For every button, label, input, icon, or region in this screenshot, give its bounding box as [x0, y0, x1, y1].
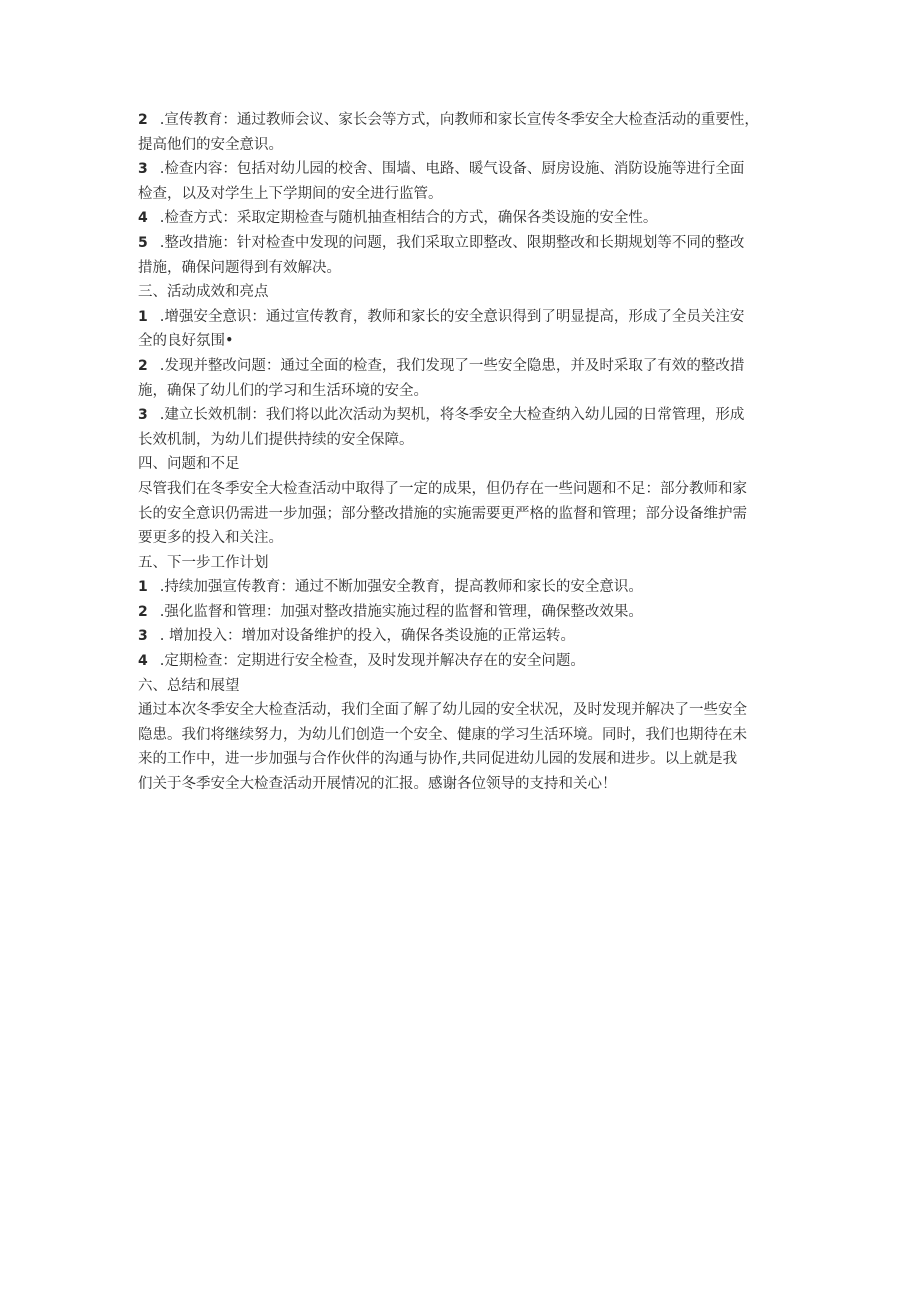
text-line: [138, 452, 788, 477]
line-text: .检查内容：包括对幼儿园的校舍、围墙、电路、暖气设备、厨房设施、消防设施等进行全面: [159, 161, 745, 178]
line-text: 全的良好氛围•: [138, 333, 234, 350]
line-text: 措施，确保问题得到有效解决。: [138, 259, 341, 276]
list-number: 3: [138, 407, 148, 424]
text-line: [138, 747, 788, 772]
text-line: [138, 477, 788, 502]
text-line: [138, 157, 788, 182]
text-line: [138, 354, 788, 379]
text-line: [138, 379, 788, 404]
line-text: 检查，以及对学生上下学期间的安全进行监管。: [138, 185, 443, 202]
text-line: [138, 428, 788, 453]
line-text: 施，确保了幼儿们的学习和生活环境的安全。: [138, 382, 428, 399]
text-line: [138, 305, 788, 330]
list-number: 5: [138, 234, 148, 251]
text-line: [138, 723, 788, 748]
line-text: .宣传教育：通过教师会议、家长会等方式，向教师和家长宣传冬季安全大检查活动的重要性，: [159, 112, 759, 128]
text-line: [138, 674, 788, 699]
line-text: .整改措施：针对检查中发现的问题，我们采取立即整改、限期整改和长期规划等不同的整改: [159, 234, 745, 251]
line-text: 长效机制，为幼儿们提供持续的安全保障。: [138, 431, 414, 448]
list-number: 2: [138, 112, 148, 128]
list-number: 2: [138, 603, 148, 620]
line-text: 尽管我们在冬季安全大检查活动中取得了一定的成果，但仍存在一些问题和不足：部分教师和家: [138, 480, 747, 497]
text-line: [138, 133, 788, 158]
line-text: 长的安全意识仍需进一步加强；部分整改措施的实施需要更严格的监督和管理；部分设备维护需: [138, 505, 747, 522]
line-text: .持续加强宣传教育：通过不断加强安全教育，提高教师和家长的安全意识。: [159, 579, 643, 596]
text-line: [138, 256, 788, 281]
line-text: .增强安全意识：通过宣传教育，教师和家长的安全意识得到了明显提高，形成了全员关注安: [159, 308, 745, 325]
line-text: .强化监督和管理：加强对整改措施实施过程的监督和管理，确保整改效果。: [159, 603, 643, 620]
line-text: 三、活动成效和亮点: [138, 284, 269, 301]
text-line: [138, 403, 788, 428]
line-text: 提高他们的安全意识。: [138, 136, 283, 153]
list-number: 1: [138, 579, 148, 596]
text-line: [138, 526, 788, 551]
text-line: [138, 206, 788, 231]
text-line: [138, 772, 788, 797]
text-line: [138, 575, 788, 600]
text-line: [138, 649, 788, 674]
line-text: 五、下一步工作计划: [138, 554, 269, 571]
line-text: . 增加投入：增加对设备维护的投入，确保各类设施的正常运转。: [159, 628, 575, 645]
line-text: .建立长效机制：我们将以此次活动为契机，将冬季安全大检查纳入幼儿园的日常管理，形成: [159, 407, 745, 424]
line-text: 通过本次冬季安全大检查活动，我们全面了解了幼儿园的安全状况，及时发现并解决了一些安全: [138, 702, 747, 719]
list-number: 2: [138, 357, 148, 374]
text-line: [138, 502, 788, 527]
list-number: 3: [138, 628, 148, 645]
list-number: 4: [138, 653, 148, 670]
line-text: 隐患。我们将继续努力，为幼儿们创造一个安全、健康的学习生活环境。同时，我们也期待在未: [138, 726, 747, 743]
list-number: 3: [138, 161, 148, 178]
list-number: 4: [138, 210, 148, 227]
text-line: [138, 280, 788, 305]
line-text: 六、总结和展望: [138, 677, 240, 694]
text-line: [138, 231, 788, 256]
text-line: [138, 182, 788, 207]
line-text: 来的工作中，进一步加强与合作伙伴的沟通与协作,共同促进幼儿园的发展和进步。以上就是我: [138, 751, 738, 768]
line-text: .检查方式：采取定期检查与随机抽查相结合的方式，确保各类设施的安全性。: [159, 210, 658, 227]
text-line: [138, 551, 788, 576]
line-text: 四、问题和不足: [138, 456, 240, 473]
line-text: .发现并整改问题：通过全面的检查，我们发现了一些安全隐患，并及时采取了有效的整改措: [159, 357, 745, 374]
text-line: [138, 108, 788, 133]
text-line: [138, 698, 788, 723]
line-text: 们关于冬季安全大检查活动开展情况的汇报。感谢各位领导的支持和关心！: [138, 776, 617, 793]
text-line: [138, 624, 788, 649]
line-text: 要更多的投入和关注。: [138, 530, 283, 547]
list-number: 1: [138, 308, 148, 325]
line-text: .定期检查：定期进行安全检查，及时发现并解决存在的安全问题。: [159, 653, 585, 670]
text-line: [138, 329, 788, 354]
document-body: [138, 108, 788, 797]
text-line: [138, 600, 788, 625]
